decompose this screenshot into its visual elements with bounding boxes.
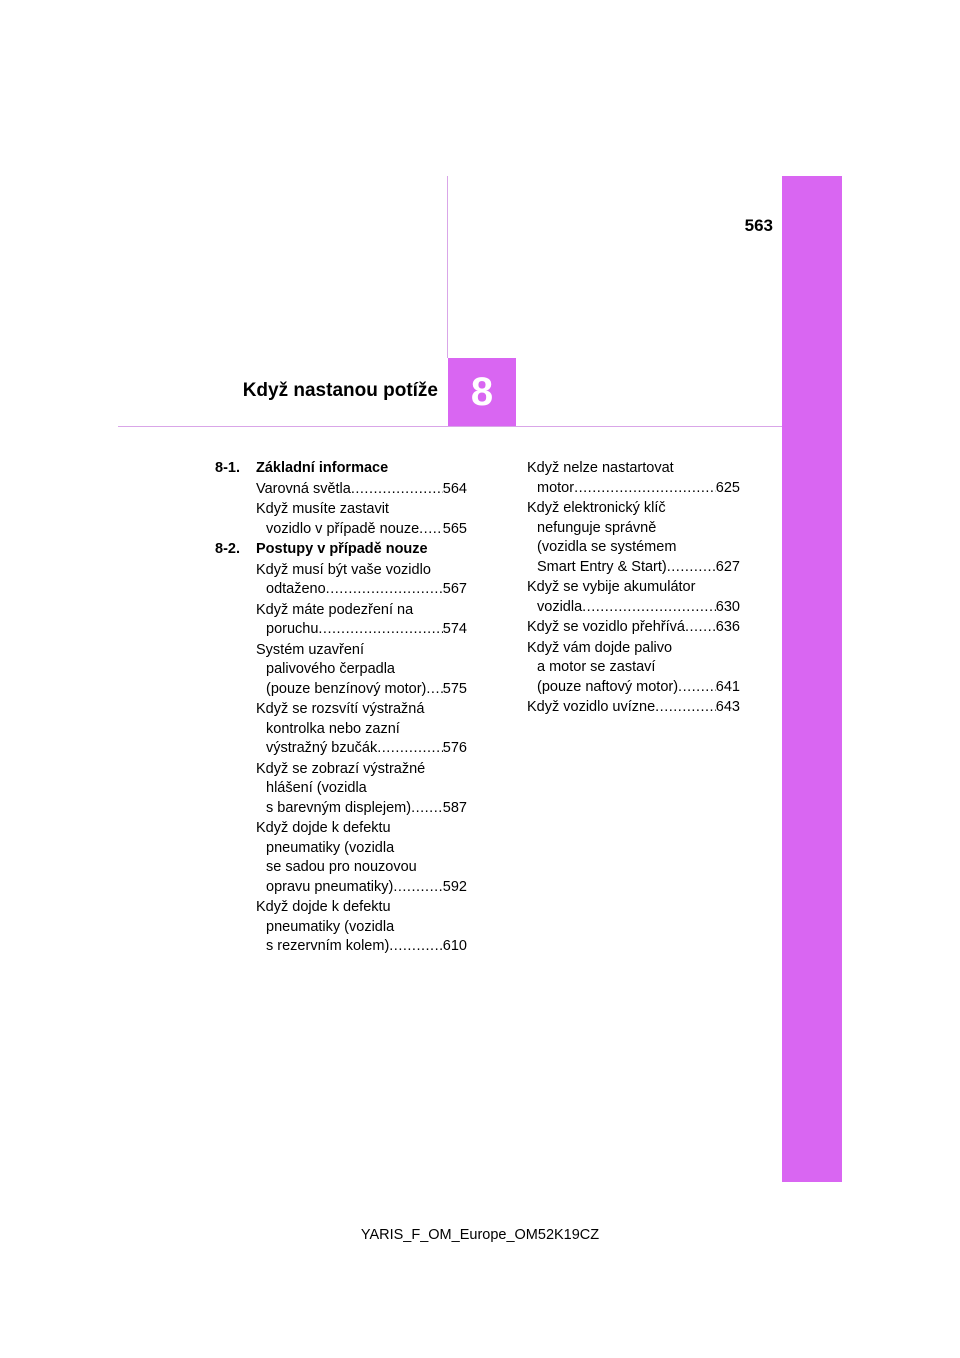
toc-entry-towing[interactable]: Když musí být vaše vozidlo odtaženo ..... 567 [256, 561, 467, 600]
entry-page: 610 [442, 938, 467, 954]
dot-leader [655, 698, 716, 718]
dot-leader [582, 598, 716, 618]
dot-leader [351, 480, 443, 500]
entry-page: 592 [442, 878, 467, 895]
toc-entry-electronic-key[interactable]: Když elektronický klíč nefunguje správně (vozidla se systémem Smart Entry & Start) ..... 627 [527, 499, 740, 577]
chapter-number: 8 [470, 369, 494, 414]
entry-page: 564 [442, 480, 467, 497]
entry-page: 565 [442, 520, 467, 537]
chapter-title: Když nastanou potíže [242, 380, 438, 401]
entry-page: 627 [715, 558, 740, 575]
dot-leader [389, 937, 443, 957]
section-number: 8-1. [215, 460, 240, 476]
dot-leader [411, 799, 443, 819]
chapter-side-tab [782, 176, 842, 1182]
document-footer: YARIS_F_OM_Europe_OM52K19CZ [360, 1227, 600, 1243]
entry-page: 576 [442, 740, 467, 756]
header-horizontal-divider [118, 426, 782, 427]
header-vertical-divider [447, 176, 448, 358]
toc-entry-warning-lights[interactable]: Varovná světla ..... 564 [256, 480, 467, 500]
dot-leader [685, 618, 716, 638]
dot-leader [426, 680, 442, 700]
toc-entry-out-of-fuel[interactable]: Když vám dojde palivo a motor se zastaví (pouze naftový motor) ..... 641 [527, 639, 740, 698]
toc-entry-suspected-fault[interactable]: Když máte podezření na poruchu ..... 574 [256, 601, 467, 640]
toc-entry-flat-tire-spare[interactable]: Když dojde k defektu pneumatiky (vozidla s rezervním kolem) ..... 610 [256, 898, 467, 957]
section-title: Základní informace [256, 460, 389, 476]
toc-entry-warning-light-buzzer[interactable]: Když se rozsvítí výstražná kontrolka nebo zazní výstražný bzučák ..... 576 [256, 700, 467, 759]
toc-entry-engine-wont-start[interactable]: Když nelze nastartovat motor ..... 625 [527, 459, 740, 498]
toc-entry-overheating[interactable]: Když se vozidlo přehřívá ..... 636 [527, 618, 740, 638]
entry-page: 641 [715, 678, 740, 695]
entry-page: 567 [442, 581, 467, 597]
entry-page: 575 [442, 680, 467, 697]
toc-right-column [527, 459, 740, 719]
toc-entry-fuel-pump-shutoff[interactable]: Systém uzavření palivového čerpadla (pouze benzínový motor) ..... 575 [256, 641, 467, 700]
dot-leader [574, 479, 716, 499]
dot-leader [678, 678, 716, 698]
entry-page: 630 [715, 598, 740, 615]
toc-entry-vehicle-stuck[interactable]: Když vozidlo uvízne ..... 643 [527, 698, 740, 718]
entry-page: 625 [715, 479, 740, 496]
toc-entry-warning-message[interactable]: Když se zobrazí výstražné hlášení (vozidla s barevným displejem) ..... 587 [256, 760, 467, 819]
toc-entry-flat-tire-repair-kit[interactable]: Když dojde k defektu pneumatiky (vozidla se sadou pro nouzovou opravu pneumatiky) ..... 592 [256, 819, 467, 897]
dot-leader [419, 520, 443, 540]
page-number: 563 [744, 216, 773, 235]
dot-leader [318, 620, 442, 640]
dot-leader [667, 558, 716, 578]
entry-page: 643 [715, 699, 740, 715]
chapter-number-box [448, 358, 516, 426]
toc-entry-emergency-stop[interactable]: Když musíte zastavit vozidlo v případě nouze ..... 565 [256, 500, 467, 539]
section-title: Postupy v případě nouze [256, 541, 428, 557]
entry-page: 574 [442, 621, 467, 637]
section-number: 8-2. [215, 541, 240, 557]
toc-entry-battery-discharged[interactable]: Když se vybije akumulátor vozidla ..... 630 [527, 578, 740, 617]
dot-leader [377, 739, 443, 759]
toc-left-column [215, 459, 467, 958]
entry-page: 636 [715, 619, 740, 635]
toc-section-header[interactable] [215, 459, 467, 479]
dot-leader [393, 878, 442, 898]
toc-section-header[interactable] [215, 540, 467, 560]
entry-page: 587 [442, 799, 467, 816]
dot-leader [326, 580, 443, 600]
